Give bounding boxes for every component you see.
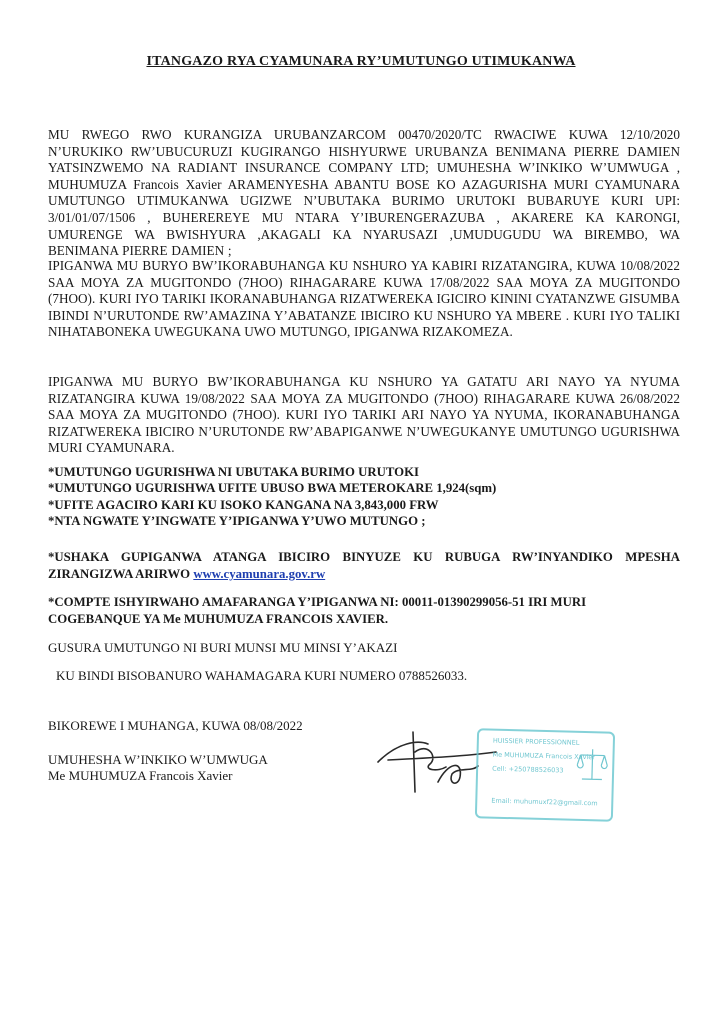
detail-item-property-type: *UMUTUNGO UGURISHWA NI UBUTAKA BURIMO URUTOKI (48, 465, 420, 479)
signatory-name: Me MUHUMUZA Francois Xavier (48, 768, 233, 783)
notice-title: ITANGAZO RYA CYAMUNARA RY’UMUTUNGO UTIMUKANWA (146, 54, 576, 69)
property-details-list (48, 464, 688, 530)
place-date: BIKOREWE I MUHANGA, KUWA 08/08/2022 (48, 718, 303, 733)
paragraph-second-auction: IPIGANWA MU BURYO BW’IKORABUHANGA KU NSHURO YA KABIRI RIZATANGIRA, KUWA 10/08/2022 SAA MOYA ZA MUGITONDO (7HOO) RIHAGARARE KUWA 17/08/2022 SAA MOYA ZA MUGITONDO (7HOO). KURI IYO TARIKI IKORANABUHANGA RIZATWEREKA IGICIRO KININI CYATANZWE GISUMBA IBINDI N’URUTONDE RW’AMAZINA Y’ABATANZE IBICIRO KU NSHURO YA MBERE . KURI IYO TALIKI NIHATABONEKA UWEGUKANA UWO MUTUNGO, IPIGANWA RIZAKOMEZA. (48, 258, 680, 340)
contact-info: KU BINDI BISOBANURO WAHAMAGARA KURI NUMERO 0788526033. (56, 668, 468, 683)
visit-info: GUSURA UMUTUNGO NI BURI MUNSI MU MINSI Y’AKAZI (48, 640, 398, 655)
paragraph-third-auction: IPIGANWA MU BURYO BW’IKORABUHANGA KU NSHURO YA GATATU ARI NAYO YA NYUMA RIZATANGIRA KUWA 19/08/2022 SAA MOYA ZA MUGITONDO (7HOO) RIHAGARARE KUWA 26/08/2022 SAA MOYA ZA MUGITONDO (7HOO). KURI IYO TARIKI ARI NAYO YA NYUMA, IKORANABUHANGA RIZATWEREKA IBICIRO N’URUTONDE RW’ABAPIGANWE N’UWEGUKANYE UMUTUNGO UGURISHWA MURI CYAMUNARA. (48, 374, 680, 456)
paragraph-judgment: MU RWEGO RWO KURANGIZA URUBANZARCOM 00470/2020/TC RWACIWE KUWA 12/10/2020 N’URUKIKO RW’UBUCURUZI KUGIRANGO HISHYURWE URUBANZA BENIMANA PIERRE DAMIEN YATSINZWEMO NA RADIANT INSURANCE COMPANY LTD; UMUHESHA W’INKIKO W’UMWUGA , MUHUMUZA Francois Xavier ARAMENYESHA ABANTU BOSE KO AZAGURISHA MURI CYAMUNARA UMUTUNGO UTIMUKANWA UGIZWE N’UBUTAKA BURIMO URUTOKI BUBARUYE KURI UPI: 3/01/01/07/1506 , BUHEREREYE MU NTARA Y’IBURENGERAZUBA , AKARERE KA KARONGI, UMURENGE WA BWISHYURA ,AKAGALI KA NYARUSAZI ,UMUDUGUDU WA BIREMBO, WA BENIMANA PIERRE DAMIEN ; (48, 127, 680, 259)
account-info: *COMPTE ISHYIRWAHO AMAFARANGA Y’IPIGANWA NI: 00011-01390299056-51 IRI MURI COGEBANQUE YA Me MUHUMUZA FRANCOIS XAVIER. (48, 595, 587, 626)
auction-website-link[interactable]: www.cyamunara.gov.rw (193, 566, 326, 581)
bailiff-stamp (475, 728, 615, 822)
detail-item-market-value: *UFITE AGACIRO KARI KU ISOKO KANGANA NA 3,843,000 FRW (48, 497, 439, 512)
scales-of-justice-icon (576, 745, 609, 786)
signatory-role: UMUHESHA W’INKIKO W’UMWUGA (48, 752, 268, 767)
detail-item-guarantee: *NTA NGWATE Y’INGWATE Y’IPIGANWA Y’UWO MUTUNGO ; (48, 514, 426, 529)
stamp-line-name: Me MUHUMUZA Francois Xavier (492, 750, 596, 762)
bidding-info-text: *USHAKA GUPIGANWA ATANGA IBICIRO BINYUZE KU RUBUGA RW’INYANDIKO MPESHA ZIRANGIZWA ARIRWO (48, 550, 680, 581)
bidding-info (48, 549, 680, 582)
stamp-line-email: Email: muhumuxf22@gmail.com (491, 796, 598, 808)
stamp-line-title: HUISSIER PROFESSIONNEL (492, 736, 580, 747)
stamp-line-phone: Cell: +250788526033 (492, 764, 564, 775)
detail-item-area: *UMUTUNGO UGURISHWA UFITE UBUSO BWA METEROKARE 1,924(sqm) (48, 481, 497, 496)
